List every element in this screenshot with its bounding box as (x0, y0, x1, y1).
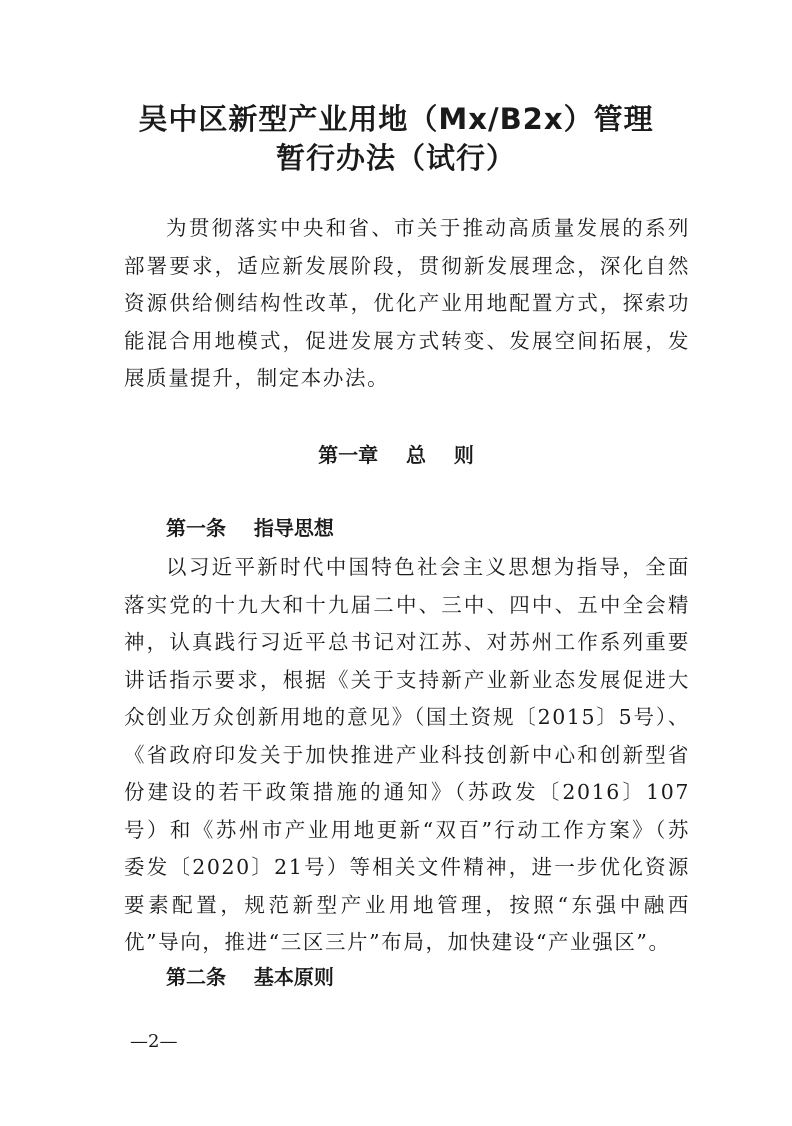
chapter-heading: 第一章 总 则 (318, 443, 474, 467)
document-title-line-1: 吴中区新型产业用地（Mx/B2x）管理 (138, 102, 654, 136)
article-2-heading: 第二条 基本原则 (166, 965, 334, 989)
article-1-heading: 第一条 指导思想 (166, 516, 334, 540)
document-title-line-2: 暂行办法（试行） (275, 141, 516, 175)
article-1-paragraph: 以习近平新时代中国特色社会主义思想为指导，全面落实党的十九大和十九届二中、三中、四中、五中全会精神，认真践行习近平总书记对江苏、对苏州工作系列重要讲话指示要求，根据《关于支持新产业新业态发展促进大众创业万众创新用地的意见》（国土资规〔2015〕5号）、《省政府印发关于加快推进产业科技创新中心和创新型省份建设的若干政策措施的通知》（苏政发〔2016〕107号）和《苏州市产业用地更新“双百”行动工作方案》（苏委发〔2020〕21号）等相关文件精神，进一步优化资源要素配置，规范新型产业用地管理，按照“东强中融西优”导向，推进“三区三片”布局，加快建设“产业强区”。 (124, 555, 690, 954)
intro-paragraph: 为贯彻落实中央和省、市关于推动高质量发展的系列部署要求，适应新发展阶段，贯彻新发展理念，深化自然资源供给侧结构性改革，优化产业用地配置方式，探索功能混合用地模式，促进发展方式转变、发展空间拓展，发展质量提升，制定本办法。 (124, 216, 690, 390)
page-number: —2— (130, 1031, 178, 1052)
